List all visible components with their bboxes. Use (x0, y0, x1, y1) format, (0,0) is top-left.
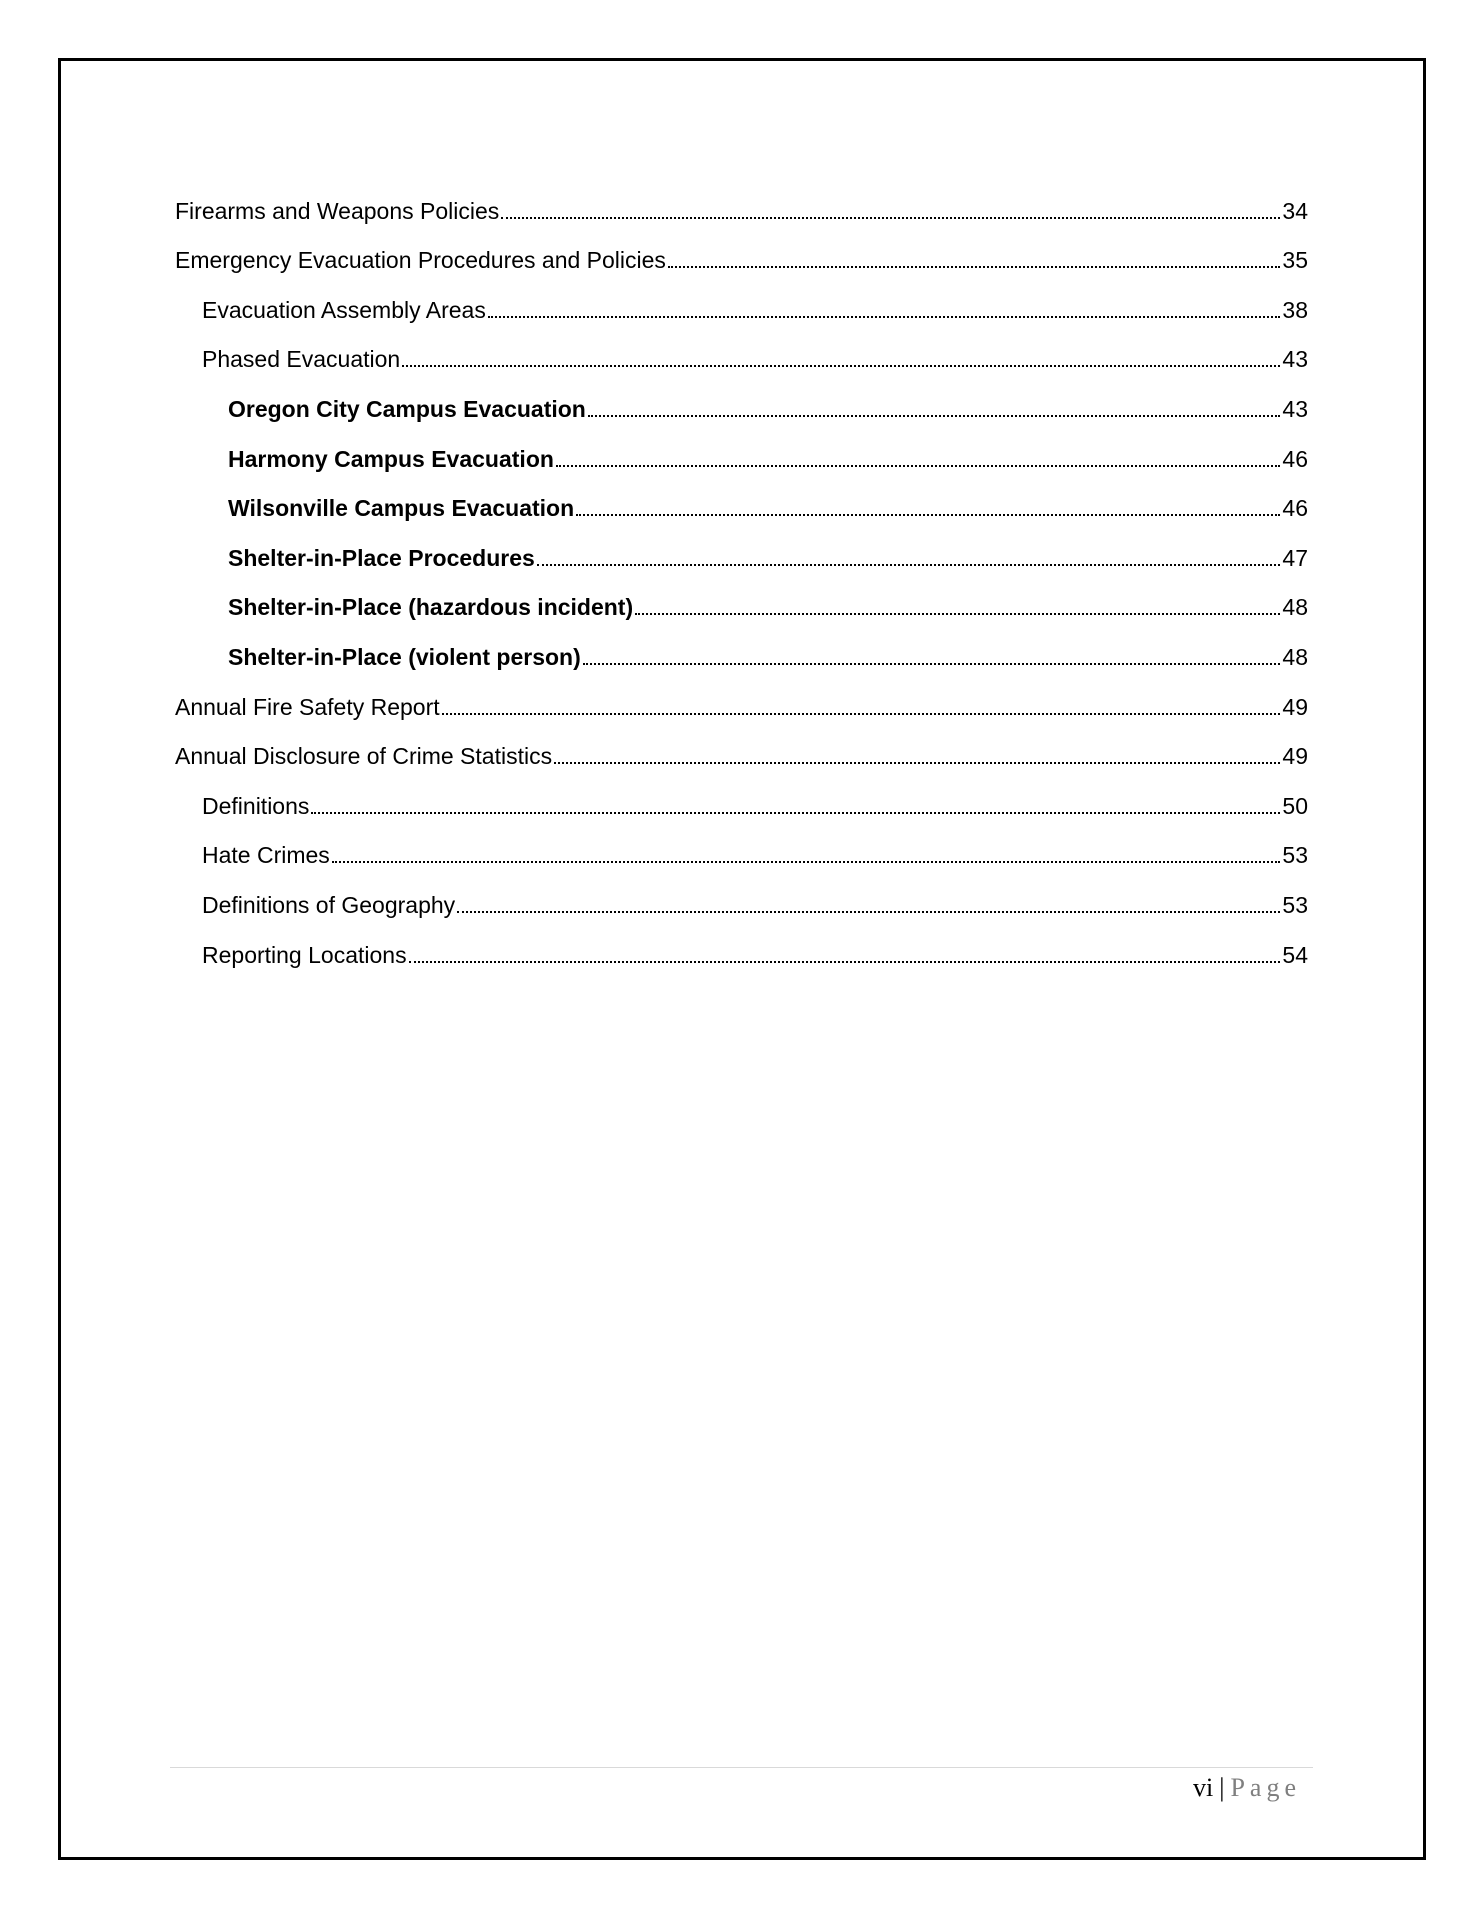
toc-entry-page: 43 (1282, 346, 1308, 373)
toc-entry-title: Oregon City Campus Evacuation (228, 395, 586, 422)
toc-entry[interactable] (175, 671, 1308, 721)
toc-entry-title: Hate Crimes (202, 842, 330, 869)
toc-entry-title: Shelter-in-Place (hazardous incident) (228, 594, 634, 621)
toc-entry-page: 48 (1282, 594, 1308, 621)
toc-entry-title: Definitions (202, 792, 310, 819)
toc-dot-leader (588, 411, 1281, 417)
toc-entry[interactable] (175, 572, 1308, 622)
toc-entry-page: 47 (1282, 544, 1308, 571)
toc-entry-title: Firearms and Weapons Policies (175, 197, 500, 224)
toc-dot-leader (402, 361, 1280, 367)
toc-entry[interactable] (175, 721, 1308, 771)
toc-dot-leader (409, 957, 1281, 963)
toc-dot-leader (501, 213, 1280, 219)
footer-page-label: Page (1230, 1773, 1301, 1802)
toc-entry-title: Shelter-in-Place Procedures (228, 544, 535, 571)
toc-entry-title: Reporting Locations (202, 941, 407, 968)
toc-entry[interactable] (175, 473, 1308, 523)
toc-entry[interactable] (175, 274, 1308, 324)
toc-entry[interactable] (175, 820, 1308, 870)
toc-entry-page: 54 (1282, 941, 1308, 968)
toc-entry[interactable] (175, 621, 1308, 671)
footer-page-number: vi (1193, 1773, 1214, 1802)
toc-dot-leader (576, 510, 1280, 516)
toc-entry[interactable] (175, 423, 1308, 473)
toc-entry-page: 46 (1282, 495, 1308, 522)
table-of-contents (175, 175, 1308, 969)
toc-entry-page: 35 (1282, 247, 1308, 274)
toc-entry-page: 34 (1282, 197, 1308, 224)
toc-dot-leader (635, 609, 1280, 615)
toc-entry-title: Evacuation Assembly Areas (202, 296, 486, 323)
toc-dot-leader (488, 312, 1281, 318)
toc-entry-title: Definitions of Geography (202, 891, 456, 918)
toc-entry[interactable] (175, 869, 1308, 919)
toc-entry-page: 53 (1282, 891, 1308, 918)
footer-separator: | (1219, 1773, 1225, 1802)
toc-entry-page: 43 (1282, 395, 1308, 422)
toc-entry[interactable] (175, 919, 1308, 969)
toc-entry-page: 49 (1282, 693, 1308, 720)
toc-entry[interactable] (175, 324, 1308, 374)
toc-dot-leader (554, 758, 1280, 764)
toc-entry[interactable] (175, 770, 1308, 820)
toc-dot-leader (556, 461, 1280, 467)
toc-dot-leader (583, 659, 1281, 665)
toc-entry-title: Phased Evacuation (202, 346, 401, 373)
toc-entry[interactable] (175, 225, 1308, 275)
toc-entry[interactable] (175, 522, 1308, 572)
toc-entry-page: 46 (1282, 445, 1308, 472)
toc-entry-title: Emergency Evacuation Procedures and Policies (175, 247, 666, 274)
toc-dot-leader (311, 808, 1280, 814)
toc-entry-title: Annual Disclosure of Crime Statistics (175, 743, 553, 770)
toc-entry-title: Annual Fire Safety Report (175, 693, 440, 720)
toc-entry[interactable] (175, 373, 1308, 423)
toc-entry-page: 38 (1282, 296, 1308, 323)
toc-entry[interactable] (175, 175, 1308, 225)
toc-entry-page: 48 (1282, 643, 1308, 670)
toc-entry-title: Shelter-in-Place (violent person) (228, 643, 581, 670)
toc-entry-title: Wilsonville Campus Evacuation (228, 495, 575, 522)
toc-entry-title: Harmony Campus Evacuation (228, 445, 554, 472)
toc-entry-page: 53 (1282, 842, 1308, 869)
footer-divider (170, 1767, 1313, 1768)
toc-dot-leader (537, 560, 1281, 566)
toc-entry-page: 50 (1282, 792, 1308, 819)
toc-dot-leader (442, 709, 1281, 715)
toc-dot-leader (457, 907, 1280, 913)
toc-entry-page: 49 (1282, 743, 1308, 770)
toc-dot-leader (332, 857, 1281, 863)
page-footer (1193, 1773, 1301, 1803)
toc-dot-leader (668, 262, 1280, 268)
